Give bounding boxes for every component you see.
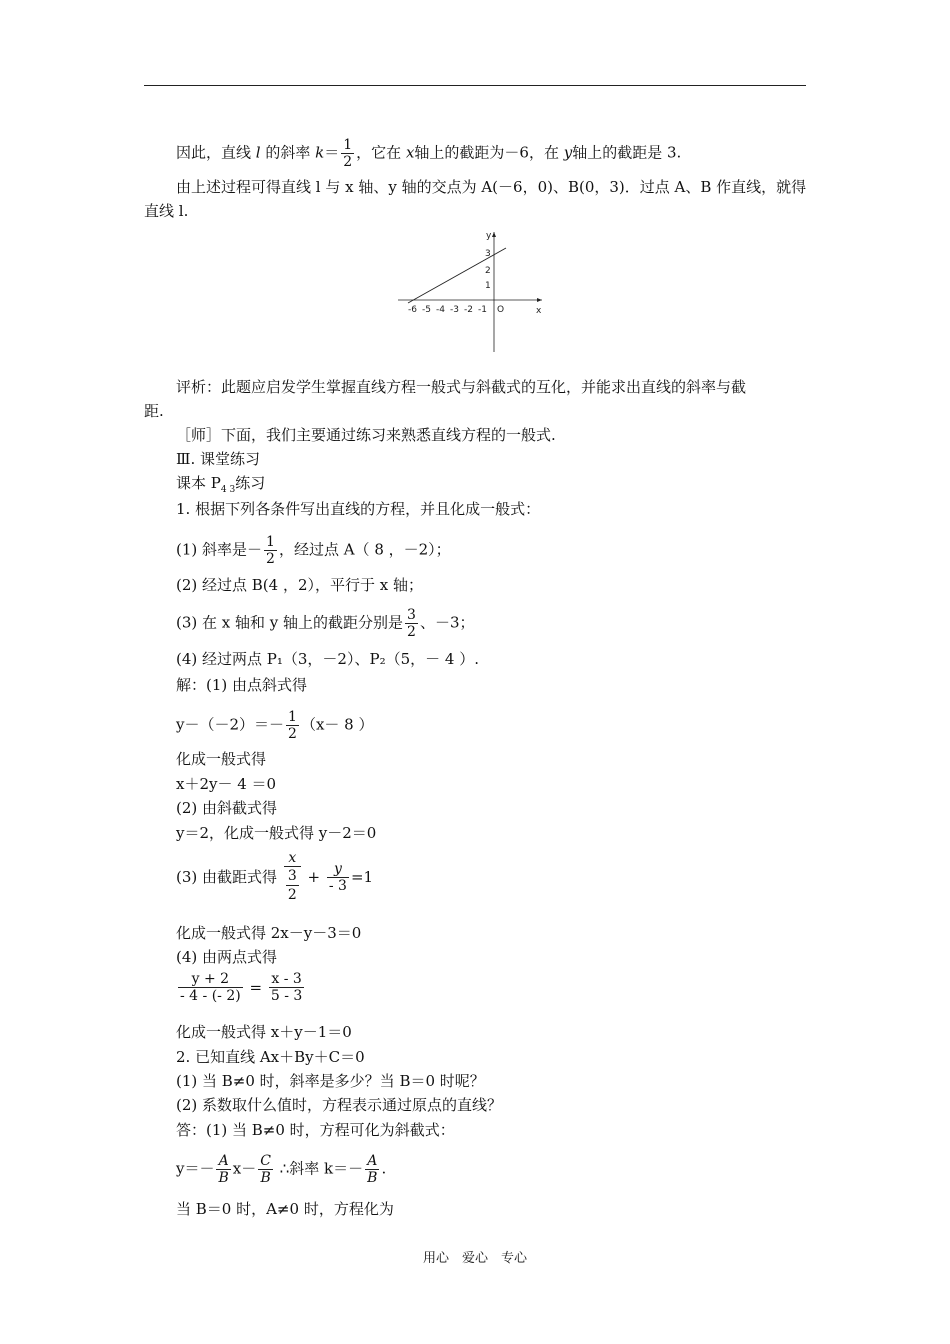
teacher-line: ［师］下面，我们主要通过练习来熟悉直线方程的一般式. bbox=[176, 426, 556, 444]
x-tick: -5 bbox=[422, 305, 431, 315]
question-2-1: (1) 当 B≠0 时，斜率是多少？当 B＝0 时呢？ bbox=[176, 1072, 485, 1090]
x-tick: -2 bbox=[464, 305, 473, 315]
answer: 答：(1) 当 B≠0 时，方程可化为斜截式： bbox=[176, 1121, 455, 1139]
page-footer: 用心 爱心 专心 bbox=[422, 1251, 527, 1266]
x-tick: -1 bbox=[478, 305, 487, 315]
x-tick: -3 bbox=[450, 305, 459, 315]
solution-1: 解：(1) 由点斜式得 bbox=[176, 676, 308, 694]
header-rule bbox=[144, 85, 806, 86]
y-axis-arrow bbox=[492, 232, 496, 237]
y-tick: 3 bbox=[485, 249, 491, 259]
comment-line-1: 评析：此题应启发学生掌握直线方程一般式与斜截式的互化，并能求出直线的斜率与截 bbox=[176, 378, 747, 396]
line-l bbox=[408, 248, 506, 303]
comment-line-2: 距. bbox=[144, 402, 164, 420]
line-graph bbox=[396, 228, 548, 356]
x-tick-labels bbox=[408, 305, 487, 315]
solution-1-eq: y－（－2）＝－ $\frac{1}{2}$ （x－ 8 ） bbox=[176, 709, 374, 742]
question-1-4: (4) 经过两点 P₁（3，－2）、P₂（5，－ 4 ）. bbox=[176, 650, 479, 668]
origin-label: O bbox=[497, 305, 505, 315]
x-axis-label: x bbox=[536, 306, 542, 316]
question-2-2: (2) 系数取什么值时，方程表示通过原点的直线？ bbox=[176, 1096, 503, 1114]
section-heading: Ⅲ. 课堂练习 bbox=[176, 450, 261, 468]
y-tick-labels bbox=[485, 249, 491, 291]
y-tick: 1 bbox=[485, 281, 491, 291]
last-line: 当 B＝0 时，A≠0 时，方程化为 bbox=[176, 1200, 394, 1218]
solution-2-eq: y＝2，化成一般式得 y－2＝0 bbox=[176, 824, 377, 842]
solution-1-general: x＋2y－ 4 ＝0 bbox=[176, 775, 277, 793]
textbook-ref: 课本 $P_{4 3}$练习 bbox=[176, 474, 266, 495]
solution-3-general: 化成一般式得 2x－y－3＝0 bbox=[176, 924, 362, 942]
y-axis-label: y bbox=[486, 231, 492, 241]
y-tick: 2 bbox=[485, 266, 491, 276]
question-1-1: (1) 斜率是－ $\frac{1}{2}$ ，经过点 A（ 8 ，－2）； bbox=[176, 534, 451, 567]
solution-4: (4) 由两点式得 bbox=[176, 948, 278, 966]
question-1: 1. 根据下列各条件写出直线的方程，并且化成一般式： bbox=[176, 500, 541, 518]
solution-2: (2) 由斜截式得 bbox=[176, 799, 278, 817]
x-axis-arrow bbox=[537, 298, 542, 302]
x-tick: -4 bbox=[436, 305, 445, 315]
paragraph-intersection: 由上述过程可得直线 l 与 x 轴、y 轴的交点为 A(－6，0)、B(0，3)．过点 A、B 作直线，就得 bbox=[176, 178, 807, 196]
general-form-label: 化成一般式得 bbox=[176, 750, 267, 768]
paragraph-slope: 因此，直线 l 的斜率 k＝ $\frac{1}{2}$ ，它在 x轴上的截距为－6，在 y轴上的截距是 3. bbox=[176, 137, 682, 170]
fraction-one-half: $\frac{1}{2}$ bbox=[343, 137, 353, 170]
question-1-3: (3) 在 x 轴和 y 轴上的截距分别是 $\frac{3}{2}$ 、－3； bbox=[176, 607, 475, 640]
solution-3: (3) 由截距式得 x 3 2 + $\frac{y}{- 3}$ =1 bbox=[176, 850, 374, 903]
solution-4-general: 化成一般式得 x＋y－1＝0 bbox=[176, 1023, 352, 1041]
answer-eq: y＝－ $\frac{A}{B}$ x－ $\frac{C}{B}$ ∴斜率 k＝－ $\frac{A}{B}$ . bbox=[176, 1153, 387, 1186]
solution-4-eq: $\frac{y + 2}{- 4 - (- 2)}$ = $\frac{x - 3}{5 - 3}$ bbox=[180, 971, 303, 1004]
paragraph-intersection-cont: 直线 l. bbox=[144, 202, 189, 220]
question-2: 2. 已知直线 Ax＋By＋C＝0 bbox=[176, 1048, 365, 1066]
question-1-2: (2) 经过点 B(4 ，2），平行于 x 轴； bbox=[176, 576, 424, 594]
x-tick: -6 bbox=[408, 305, 417, 315]
